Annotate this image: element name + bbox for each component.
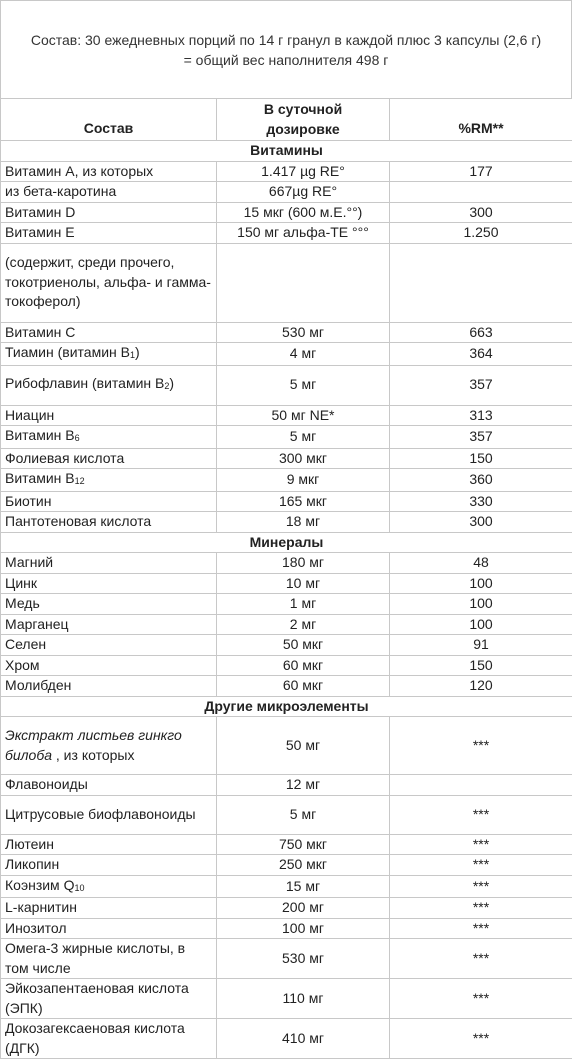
- table-row: L-карнитин 200 мг ***: [1, 898, 572, 919]
- table-row: Витамин E 150 мг альфа-TE °°° 1.250: [1, 223, 572, 244]
- table-row: Ликопин 250 мкг ***: [1, 855, 572, 876]
- section-other: Другие микроэлементы: [1, 696, 572, 717]
- header-rm: %RM**: [390, 99, 572, 141]
- table-row: Витамин $B_{12}$ 9 мкг 360: [1, 469, 572, 492]
- table-row: Биотин 165 мкг 330: [1, 491, 572, 512]
- intro-line-2: = общий вес наполнителя 498 г: [31, 50, 541, 70]
- table-row: Коэнзим $Q_{10}$ 15 мг ***: [1, 875, 572, 898]
- table-row: Цинк 10 мг 100: [1, 573, 572, 594]
- table-row: Инозитол 100 мг ***: [1, 918, 572, 939]
- intro-line-1: Состав: 30 ежедневных порций по 14 г гранул в каждой плюс 3 капсулы (2,6 г): [31, 30, 541, 50]
- section-vitamins: Витамины: [1, 141, 572, 162]
- composition-table: [0, 98, 572, 1059]
- table-row: Магний 180 мг 48: [1, 553, 572, 574]
- table-row: Марганец 2 мг 100: [1, 614, 572, 635]
- table-row: Селен 50 мкг 91: [1, 635, 572, 656]
- table-row: Омега-3 жирные кислоты, в том числе 530 мг ***: [1, 939, 572, 979]
- table-row: Рибофлавин (витамин $B_2$) 5 мг 357: [1, 365, 572, 405]
- header-daily: В суточной дозировке: [217, 99, 390, 141]
- section-minerals: Минералы: [1, 532, 572, 553]
- header-row: [1, 99, 572, 141]
- table-row: Витамин D 15 мкг (600 м.Е.°°) 300: [1, 202, 572, 223]
- header-composition: Состав: [1, 99, 217, 141]
- composition-intro: [0, 0, 572, 98]
- table-row: Фолиевая кислота 300 мкг 150: [1, 448, 572, 469]
- table-row: Витамин $B_6$ 5 мг 357: [1, 426, 572, 449]
- table-row: Эйкозапентаеновая кислота (ЭПК) 110 мг ***: [1, 979, 572, 1019]
- table-row: Молибден 60 мкг 120: [1, 676, 572, 697]
- table-row: Флавоноиды 12 мг: [1, 775, 572, 796]
- table-row: Витамин A, из которых 1.417 µg RE° 177: [1, 161, 572, 182]
- table-row: Экстракт листьев гинкго билоба , из которых 50 мг ***: [1, 717, 572, 775]
- table-row: Хром 60 мкг 150: [1, 655, 572, 676]
- table-row: Тиамин (витамин $B_1$) 4 мг 364: [1, 343, 572, 366]
- table-row: Ниацин 50 мг NE* 313: [1, 405, 572, 426]
- table-row: Пантотеновая кислота 18 мг 300: [1, 512, 572, 533]
- table-row: Цитрусовые биофлавоноиды 5 мг ***: [1, 795, 572, 834]
- table-row: Витамин C 530 мг 663: [1, 322, 572, 343]
- table-row: Докозагексаеновая кислота (ДГК) 410 мг ***: [1, 1019, 572, 1059]
- table-row: Медь 1 мг 100: [1, 594, 572, 615]
- table-row: (содержит, среди прочего, токотриенолы, альфа- и гамма-токоферол): [1, 243, 572, 322]
- table-row: из бета-каротина 667µg RE°: [1, 182, 572, 203]
- table-row: Лютеин 750 мкг ***: [1, 834, 572, 855]
